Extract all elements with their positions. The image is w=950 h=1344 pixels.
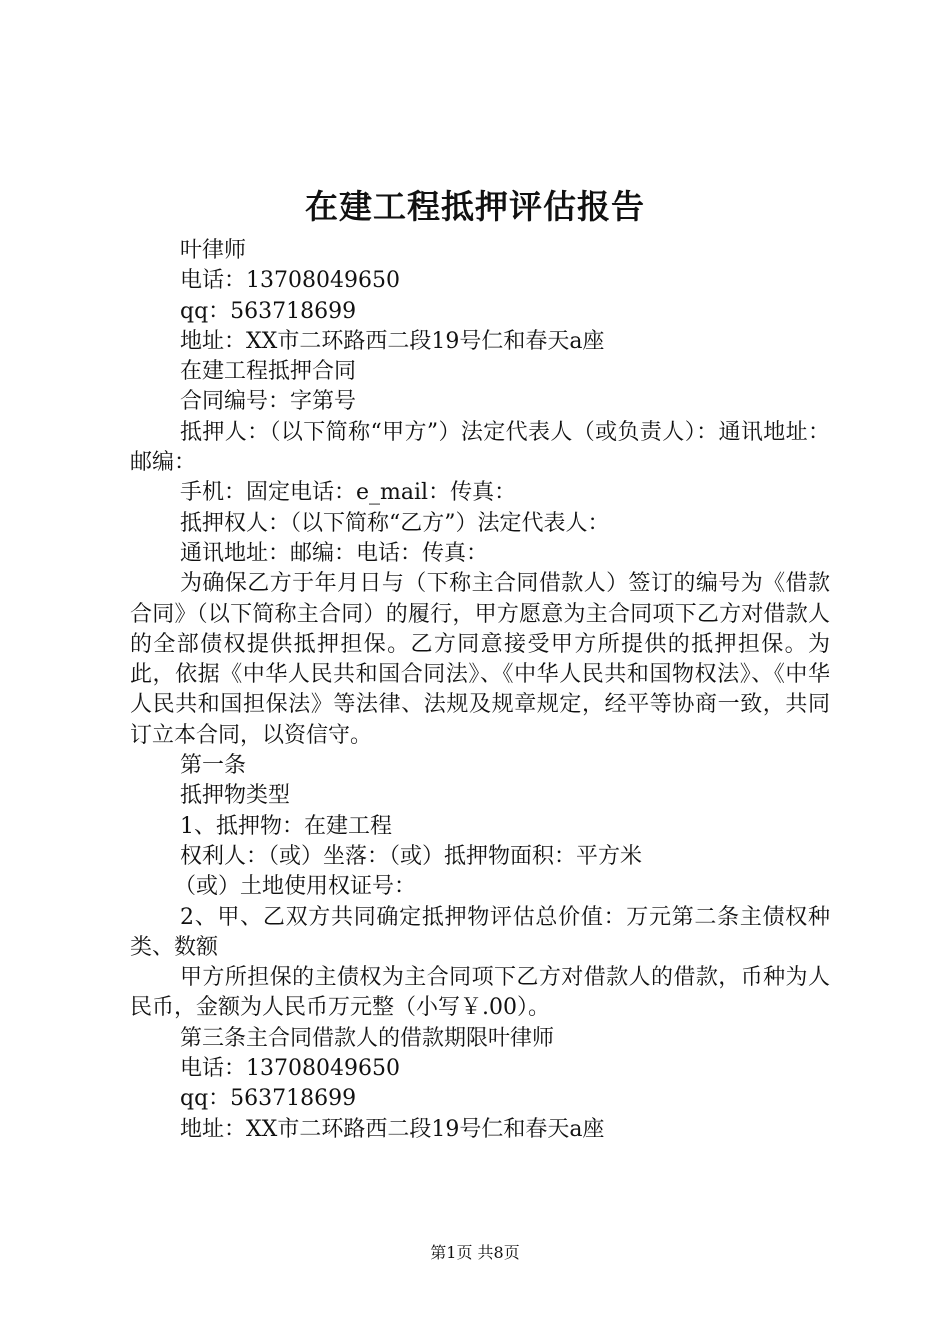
party-a-paragraph: 抵押人：（以下简称“甲方”）法定代表人（或负责人）：通讯地址：邮编： <box>130 419 830 476</box>
collateral-item: 1、抵押物：在建工程 <box>180 813 392 839</box>
contract-title: 在建工程抵押合同 <box>180 359 357 385</box>
page-footer: 第1页 共8页 <box>430 1243 520 1262</box>
phone-line: 电话：13708049650 <box>180 268 400 294</box>
phone-line-repeat: 电话：13708049650 <box>180 1056 400 1082</box>
party-b-line: 抵押权人：（以下简称“乙方”）法定代表人： <box>180 510 610 536</box>
qq-line: qq：563718699 <box>180 298 357 324</box>
valuation-paragraph: 2、甲、乙双方共同确定抵押物评估总价值：万元第二条主债权种类、数额 <box>130 904 830 960</box>
rights-holder-line: 权利人：（或）坐落：（或）抵押物面积：平方米 <box>180 843 643 869</box>
party-b-contact: 通讯地址：邮编：电话：传真： <box>180 540 489 566</box>
collateral-type: 抵押物类型 <box>180 783 291 809</box>
document-title: 在建工程抵押评估报告 <box>305 187 645 226</box>
land-certificate-line: （或）土地使用权证号： <box>174 874 417 900</box>
contract-number: 合同编号：字第号 <box>180 389 357 415</box>
lawyer-name: 叶律师 <box>180 238 247 263</box>
qq-line-repeat: qq：563718699 <box>180 1086 357 1112</box>
party-a-contact: 手机：固定电话：e_mail：传真： <box>180 480 517 506</box>
article-three: 第三条主合同借款人的借款期限叶律师 <box>180 1025 555 1051</box>
address-line: 地址：XX市二环路西二段19号仁和春天a座 <box>180 328 605 354</box>
article-one: 第一条 <box>180 753 247 779</box>
debt-paragraph: 甲方所担保的主债权为主合同项下乙方对借款人的借款，币种为人民币，金额为人民币万元整（小写￥.00）。 <box>130 965 830 1021</box>
address-line-repeat: 地址：XX市二环路西二段19号仁和春天a座 <box>180 1116 605 1142</box>
main-paragraph: 为确保乙方于年月日与（下称主合同借款人）签订的编号为《借款合同》（以下简称主合同）的履行，甲方愿意为主合同项下乙方对借款人的全部债权提供抵押担保。乙方同意接受甲方所提供的抵押担保。为此，依据《中华人民共和国合同法》、《中华人民共和国物权法》、《中华人民共和国担保法》等法律、法规及规章规定，经平等协商一致，共同订立本合同，以资信守。 <box>130 571 830 748</box>
document-body <box>130 236 830 1145</box>
